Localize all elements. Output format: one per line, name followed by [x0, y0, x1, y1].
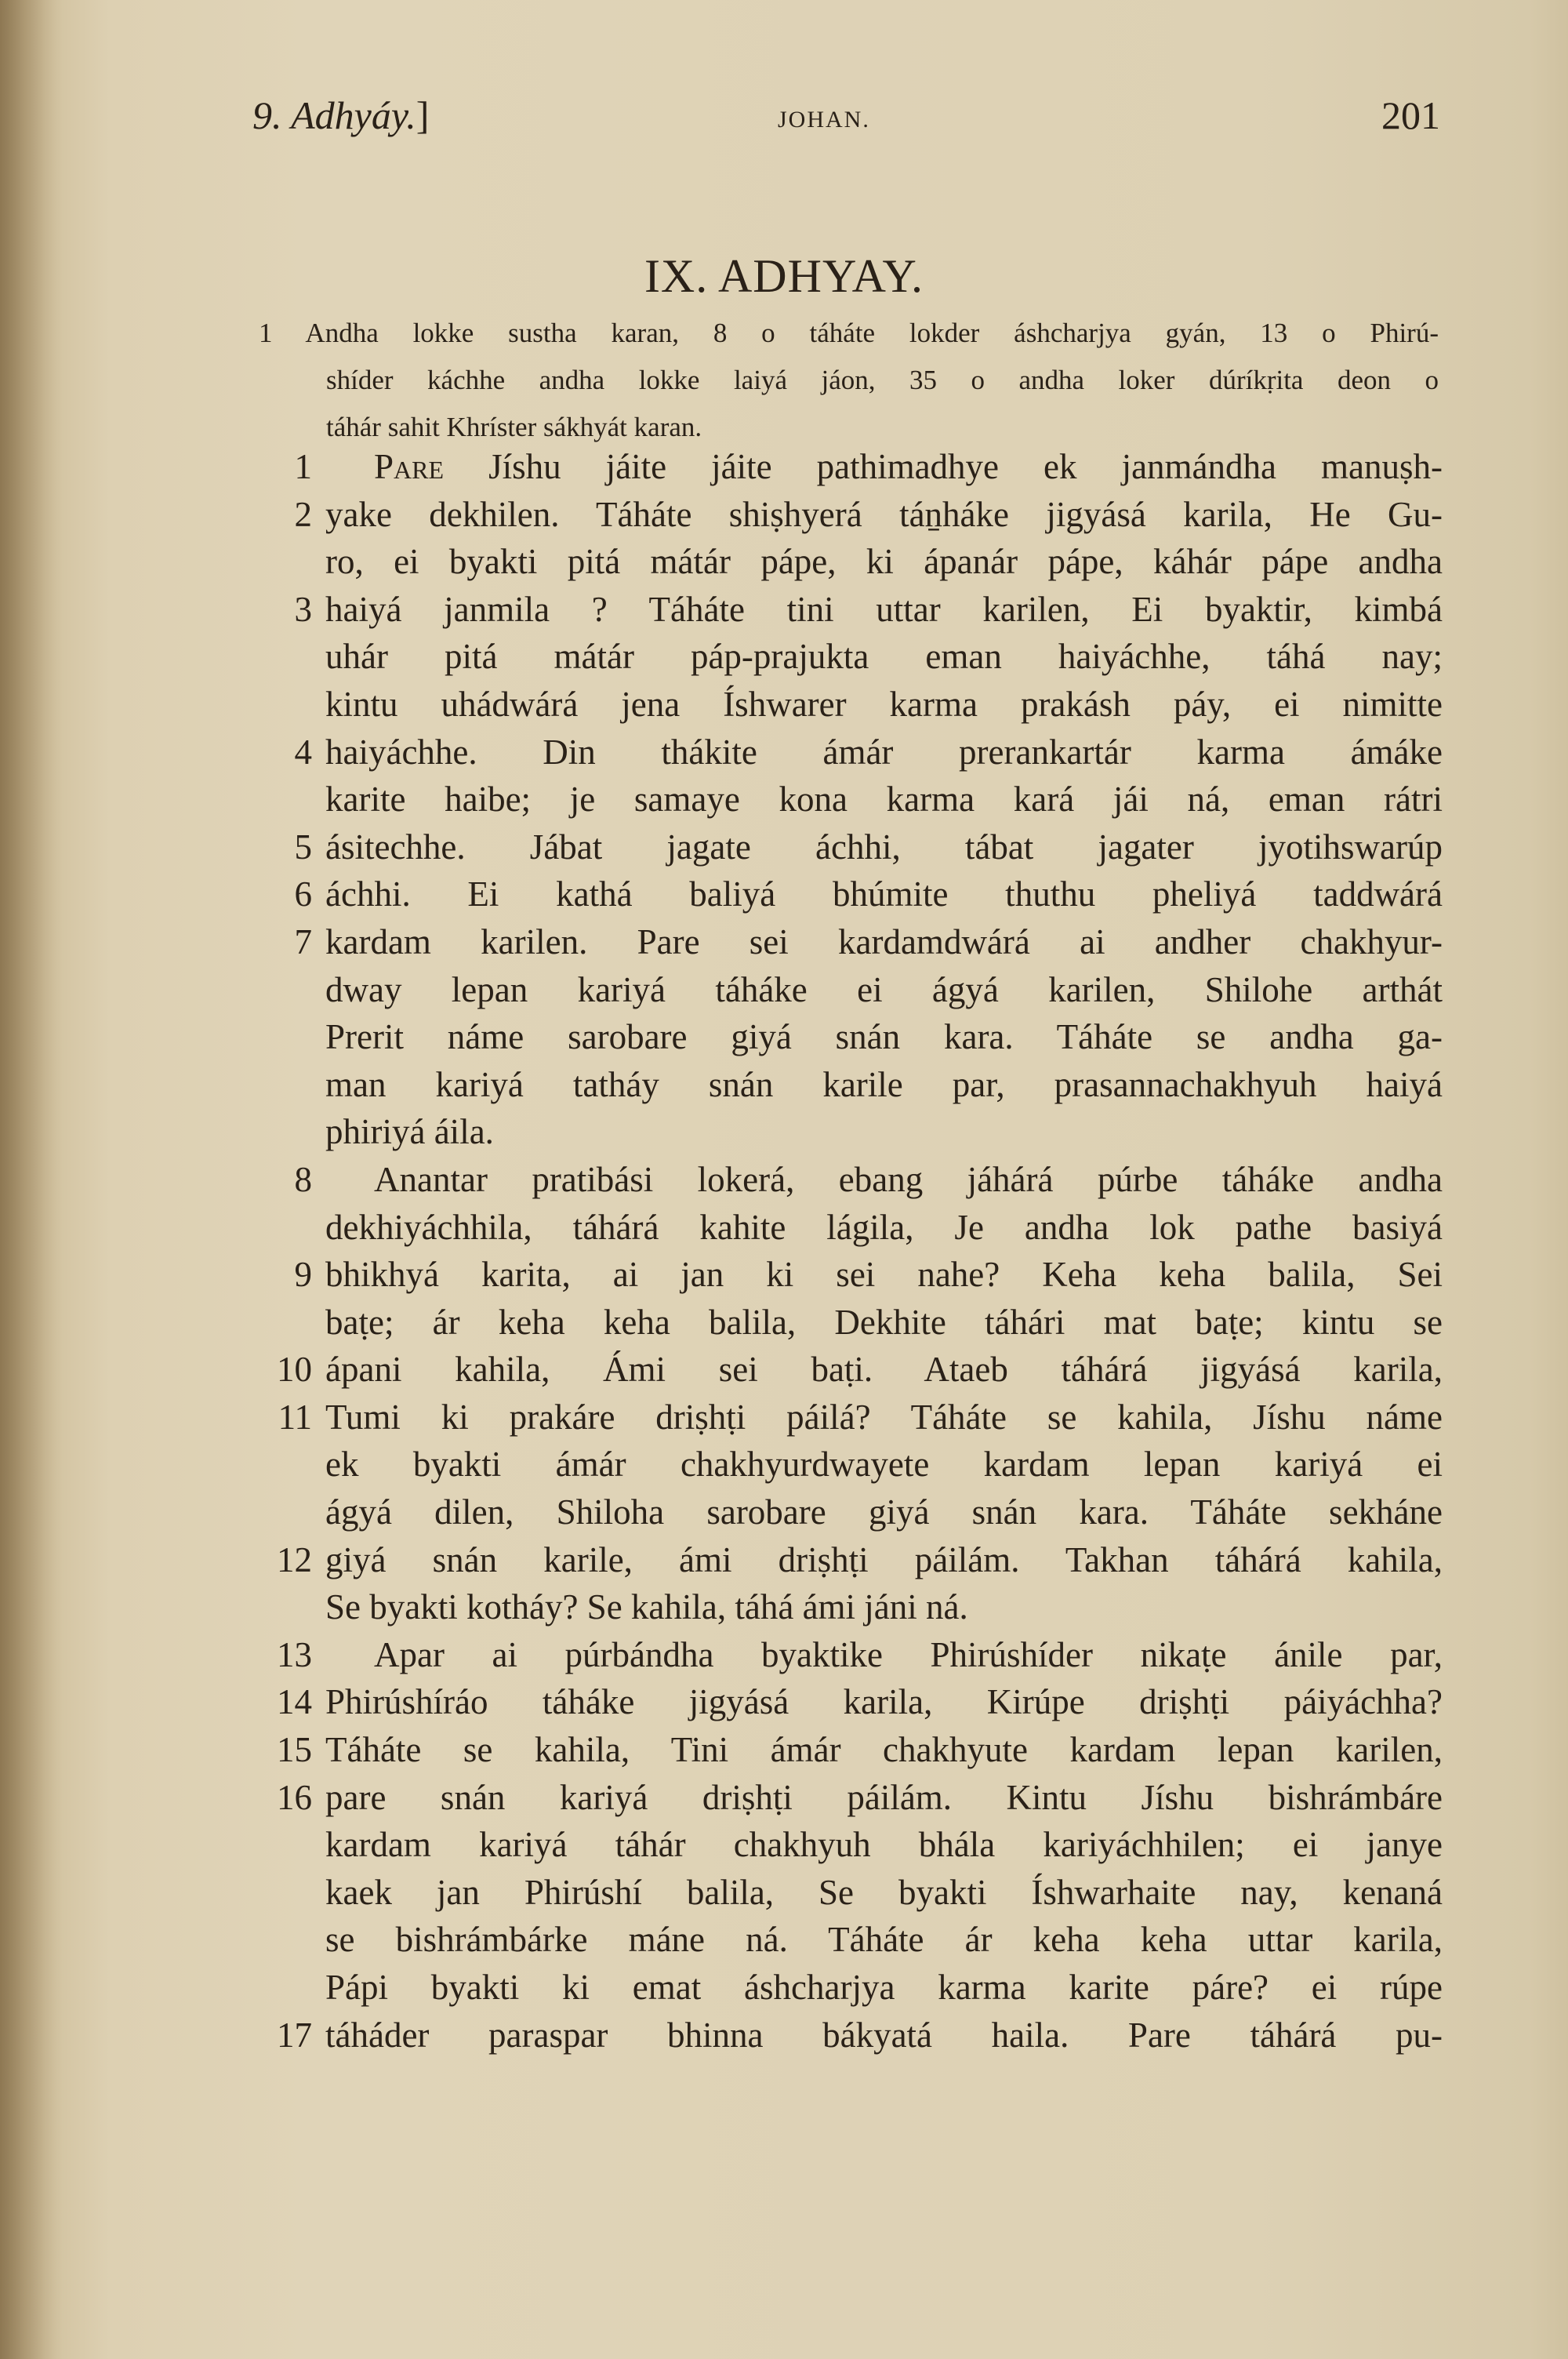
text-line [259, 1108, 1443, 1156]
text-line [259, 1821, 1443, 1869]
line-text: giyá snán karile, ámi driṣhṭi páilám. Takhan táhárá kahila, [325, 1539, 1443, 1579]
verse-number: 2 [294, 494, 312, 534]
verse-number: 7 [294, 921, 312, 961]
line-text: áchhi. Ei kathá baliyá bhúmite thuthu pheliyá taddwárá [325, 874, 1443, 914]
verse-number: 5 [294, 827, 312, 867]
verse-number: 1 [294, 447, 312, 486]
text-line [259, 586, 1443, 634]
text-line [259, 1251, 1443, 1299]
text-line [259, 1013, 1443, 1061]
verse-number: 6 [294, 874, 312, 914]
verse-number: 3 [294, 589, 312, 629]
line-text: dekhiyáchhila, táhárá kahite lágila, Je andha lok pathe basiyá [325, 1207, 1443, 1247]
line-text: se bishrámbárke máne ná. Táháte ár keha keha uttar karila, [325, 1920, 1443, 1960]
line-text: ápani kahila, Ámi sei baṭi. Ataeb táhárá jigyásá karila, [325, 1350, 1443, 1390]
line-text [325, 443, 1443, 491]
line-text: dway lepan kariyá táháke ei ágyá karilen, Shilohe arthát [325, 969, 1443, 1009]
line-text: pare snán kariyá driṣhṭi páilám. Kintu Jíshu bishrámbáre [325, 1777, 1443, 1817]
text-line [259, 729, 1443, 776]
text-line [259, 1583, 1443, 1631]
running-header [252, 93, 1440, 147]
text-line [259, 1678, 1443, 1726]
verse-number: 10 [277, 1350, 312, 1390]
line-text: yake dekhilen. Táháte shiṣhyerá táṉháke jigyásá karila, He Gu- [325, 494, 1443, 534]
page-number: 201 [1381, 93, 1440, 137]
line-text: man kariyá tatháy snán karile par, prasannachakhyuh haiyá [325, 1064, 1443, 1104]
line-text: Se byakti kotháy? Se kahila, táhá ámi jáni ná. [325, 1587, 968, 1627]
text-line [259, 776, 1443, 823]
small-caps-lead: Pare [374, 447, 445, 486]
chapter-reference [252, 93, 429, 138]
line-text: Anantar pratibási lokerá, ebang jáhárá púrbe táháke andha [374, 1159, 1443, 1199]
text-line [259, 1441, 1443, 1488]
summary-line: shíder káchhe andha lokke laiyá jáon, 35 o andha loker dúríkṛita deon o [326, 365, 1439, 395]
text-line [259, 823, 1443, 871]
verse-number: 11 [278, 1397, 312, 1437]
line-text: haiyá janmila ? Táháte tini uttar karilen, Ei byaktir, kimbá [325, 589, 1443, 629]
text-line [259, 1061, 1443, 1109]
line-text: táháder paraspar bhinna bákyatá haila. Pare táhárá pu- [325, 2015, 1443, 2055]
line-text: Táháte se kahila, Tini ámár chakhyute kardam lepan karilen, [325, 1730, 1443, 1770]
summary-line: 1 Andha lokke sustha karan, 8 o táháte lokder áshcharjya gyán, 13 o Phirú- [259, 318, 1439, 348]
chapter-title: IX. ADHYAY. [644, 250, 924, 302]
chapter-summary [259, 310, 1439, 451]
text-line [259, 1536, 1443, 1584]
line-text: ek byakti ámár chakhyurdwayete kardam lepan kariyá ei [325, 1445, 1443, 1485]
line-text: Phirúshíráo táháke jigyásá karila, Kirúpe driṣhṭi páiyáchha? [325, 1682, 1443, 1722]
text-line [259, 871, 1443, 918]
line-text: Apar ai púrbándha byaktike Phirúshíder nikaṭe ánile par, [374, 1634, 1443, 1674]
verse-number: 13 [277, 1634, 312, 1674]
line-text: karite haibe; je samaye kona karma kará jái ná, eman rátri [325, 780, 1443, 820]
line-text: uhár pitá mátár páp-prajukta eman haiyáchhe, táhá nay; [325, 637, 1443, 677]
text-line [259, 1346, 1443, 1394]
text-line [259, 681, 1443, 729]
line-text: bhikhyá karita, ai jan ki sei nahe? Keha keha balila, Sei [325, 1255, 1443, 1295]
verse-number: 4 [294, 732, 312, 772]
line-text: kardam kariyá táhár chakhyuh bhála kariyáchhilen; ei janye [325, 1825, 1443, 1865]
line-text: kaek jan Phirúshí balila, Se byakti Íshwarhaite nay, kenaná [325, 1872, 1443, 1912]
text-line [259, 1726, 1443, 1774]
chapter-ref-text: 9. Adhyáy. [252, 93, 416, 137]
text-line [259, 2012, 1443, 2059]
verse-text [259, 443, 1443, 2059]
line-text: Prerit náme sarobare giyá snán kara. Táháte se andha ga- [325, 1017, 1443, 1057]
line-text: Pápi byakti ki emat áshcharjya karma karite páre? ei rúpe [325, 1968, 1443, 2007]
text-line [259, 1204, 1443, 1252]
verse-number: 14 [277, 1682, 312, 1722]
text-line [259, 966, 1443, 1014]
text-line [259, 633, 1443, 681]
verse-number: 15 [277, 1730, 312, 1770]
book-name: JOHAN. [778, 107, 870, 133]
line-text: phiriyá áila. [325, 1112, 494, 1152]
text-line [259, 491, 1443, 539]
line-text: ágyá dilen, Shiloha sarobare giyá snán kara. Táháte sekháne [325, 1492, 1443, 1532]
verse-number: 8 [294, 1159, 312, 1199]
text-line [259, 1631, 1443, 1679]
text-line [259, 1394, 1443, 1441]
text-line [259, 918, 1443, 966]
line-text-rest: Jíshu jáite jáite pathimadhye ek janmándha manuṣh- [444, 447, 1443, 486]
text-line [259, 1299, 1443, 1347]
text-line [259, 1774, 1443, 1822]
book-spine-shadow [0, 0, 63, 2359]
text-line [259, 1916, 1443, 1964]
verse-number: 16 [277, 1777, 312, 1817]
text-line [259, 1156, 1443, 1204]
text-line [259, 1869, 1443, 1917]
line-text: ro, ei byakti pitá mátár pápe, ki ápanár pápe, káhár pápe andha [325, 542, 1443, 582]
verse-number: 17 [277, 2015, 312, 2055]
bracket: ] [416, 93, 430, 137]
line-text: baṭe; ár keha keha balila, Dekhite táhári mat baṭe; kintu se [325, 1302, 1443, 1342]
line-text: Tumi ki prakáre driṣhṭi páilá? Táháte se kahila, Jíshu náme [325, 1397, 1443, 1437]
text-line [259, 443, 1443, 491]
verse-number: 9 [294, 1255, 312, 1295]
line-text: kintu uhádwárá jena Íshwarer karma prakásh páy, ei nimitte [325, 684, 1443, 724]
line-text: haiyáchhe. Din thákite ámár prerankartár karma ámáke [325, 732, 1443, 772]
text-line [259, 1964, 1443, 2012]
summary-line: táhár sahit Khríster sákhyát karan. [326, 412, 702, 442]
verse-number: 12 [277, 1539, 312, 1579]
text-line [259, 1488, 1443, 1536]
line-text: ásitechhe. Jábat jagate áchhi, tábat jagater jyotihswarúp [325, 827, 1443, 867]
text-line [259, 538, 1443, 586]
line-text: kardam karilen. Pare sei kardamdwárá ai andher chakhyur- [325, 921, 1443, 961]
